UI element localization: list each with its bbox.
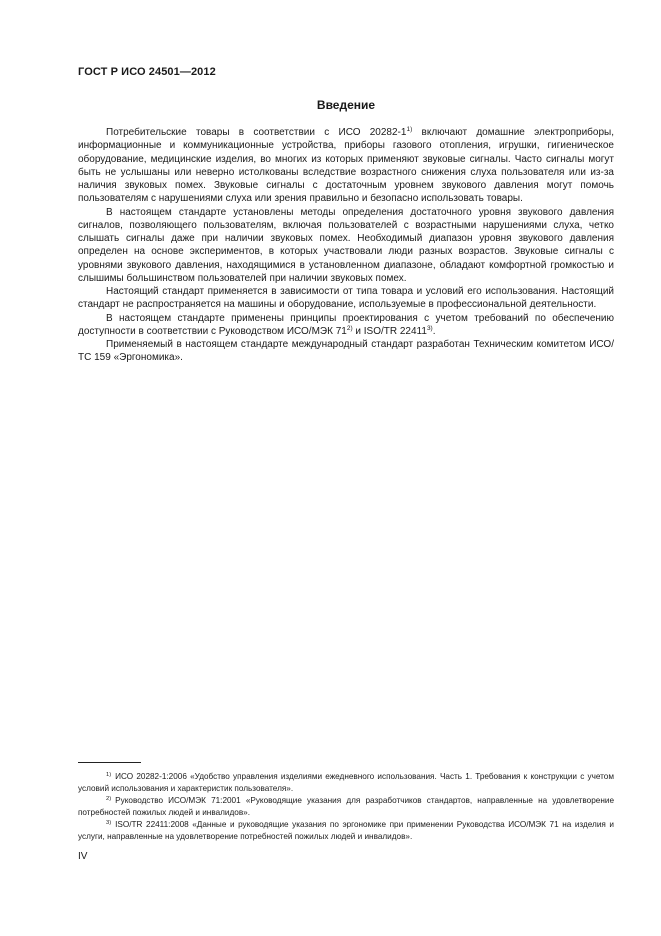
footnote-text: Руководство ИСО/МЭК 71:2001 «Руководящие указания для разработчиков стандартов, направленные на удовлетворение потребностей пожилых людей и инвалидов». [78,796,614,817]
footnote-text: ИСО 20282-1:2006 «Удобство управления изделиями ежедневного использования. Часть 1. Требования к конструкции с учетом условий использования и характеристик пользователя». [78,772,614,793]
footnotes [78,771,614,843]
footnote-3 [78,819,614,842]
paragraph-design-principles [78,312,614,339]
introduction-body [78,126,614,365]
footnote-reference-1: 1) [406,126,413,133]
footnote-marker: 2) [106,796,112,802]
footnote-reference-2: 2) [346,324,353,332]
paragraph-methods: В настоящем стандарте установлены методы определения достаточного уровня звукового давления сигналов, позволяющего пользователям, включая пользователей с возрастными нарушениями слуха, четко слышать сигналы даже при наличии звуковых помех. Необходимый диапазон уровня звукового давления определен на основе экспериментов, в которых участвовали люди разных возрастов. Звуковые сигналы с уровнями звукового давления, находящимися в установленном диапазоне, обладают комфортной громкостью и слышимы большинством пользователей при наличии звуковых помех. [78,206,614,284]
paragraph-text: и ISO/TR 22411 [352,325,427,337]
paragraph-text: В настоящем стандарте применены принципы проектирования с учетом требований по обеспечению доступности в соответствии с Руководством ИСО/МЭК 71 [78,312,614,337]
paragraph-text: Потребительские товары в соответствии с ИСО 20282-1 [106,127,407,138]
standard-header: ГОСТ Р ИСО 24501—2012 [78,66,216,78]
section-title: Введение [316,98,376,112]
footnote-reference-3: 3) [426,324,433,332]
footnote-2 [78,795,614,818]
paragraph-text: . [432,325,436,337]
footnote-divider [78,762,141,763]
paragraph-technical-committee: Применяемый в настоящем стандарте международный стандарт разработан Техническим комитетом ИСО/ТС 159 «Эргономика». [78,339,614,364]
paragraph-text: включают домашние электроприборы, информационные и коммуникационные устройства, приборы газового отопления, игрушки, гигиеническое оборудование, медицинские изделия, во многих из которых применяют звуковые сигналы. Часто сигналы могут быть не услышаны или неверно истолкованы вследствие возрастного снижения слуха пользователя или из-за наличия звуковых помех. Звуковые сигналы с достаточным уровнем звукового давления могут помочь пользователям с нарушениями слуха или зрения правильно и безопасно использовать товары. [78,127,614,205]
footnote-1 [78,771,614,794]
page-number: IV [78,851,88,862]
footnote-marker: 3) [106,820,112,826]
footnote-marker: 1) [106,772,112,778]
footnote-text: ISO/TR 22411:2008 «Данные и руководящие указания по эргономике при применении Руководства ИСО/МЭК 71 на изделия и услуги, направленные на удовлетворение потребностей пожилых людей и инвалидов». [78,820,614,841]
paragraph-consumer-products [78,126,614,206]
paragraph-scope: Настоящий стандарт применяется в зависимости от типа товара и условий его использования. Настоящий стандарт не распространяется на машины и оборудование, используемые в профессиональной деятельности. [78,286,614,311]
